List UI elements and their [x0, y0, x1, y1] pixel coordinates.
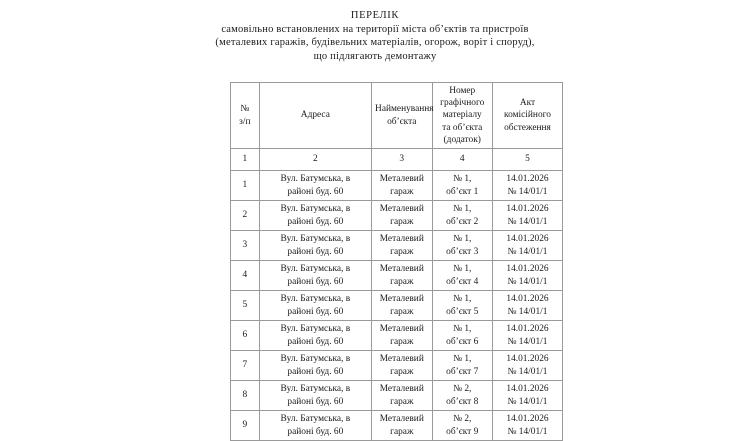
cell-inspection-act-line-2: № 14/01/1	[507, 366, 548, 377]
cell-inspection-act-line-2: № 14/01/1	[507, 276, 548, 287]
column-header-object-name-line-1: Найменування	[375, 104, 434, 115]
cell-object-name-line-1: Металевий	[379, 354, 424, 365]
cell-graphic-number	[432, 381, 492, 411]
cell-object-name	[372, 321, 432, 351]
table-header	[231, 83, 563, 171]
column-header-graphic-number-line-5: (додаток)	[443, 134, 481, 145]
cell-index	[231, 231, 260, 261]
column-header-object-name-line-2: об’єкта	[387, 116, 417, 127]
cell-inspection-act-line-2: № 14/01/1	[507, 336, 548, 347]
column-number-2: 2	[259, 149, 371, 171]
cell-inspection-act-line-2: № 14/01/1	[507, 186, 548, 197]
cell-address	[259, 321, 371, 351]
cell-graphic-number	[432, 351, 492, 381]
cell-graphic-number	[432, 201, 492, 231]
cell-index-line-1: 2	[242, 210, 248, 221]
cell-address-line-2: районі буд. 60	[287, 186, 344, 197]
cell-inspection-act-line-1: 14.01.2026	[506, 384, 549, 395]
cell-graphic-number-line-2: об’єкт 8	[446, 396, 479, 407]
column-header-index	[231, 83, 260, 149]
cell-graphic-number	[432, 411, 492, 441]
document-subtitle-line-2: (металевих гаражів, будівельних матеріалів, огорож, воріт і споруд),	[215, 37, 535, 49]
cell-inspection-act	[492, 321, 562, 351]
cell-graphic-number-line-1: № 1,	[453, 174, 472, 185]
cell-address-line-1: Вул. Батумська, в	[280, 354, 351, 365]
column-header-inspection-act	[492, 83, 562, 149]
table-body	[231, 171, 563, 441]
cell-object-name-line-1: Металевий	[379, 414, 424, 425]
cell-graphic-number-line-1: № 1,	[453, 264, 472, 275]
cell-object-name-line-2: гараж	[390, 426, 414, 437]
table-row	[231, 411, 563, 441]
column-header-object-name	[372, 83, 432, 149]
column-header-index-line-1: №	[240, 104, 250, 115]
cell-address	[259, 171, 371, 201]
column-header-graphic-number-line-3: матеріалу	[442, 110, 482, 121]
cell-graphic-number-line-2: об’єкт 6	[446, 336, 479, 347]
cell-graphic-number-line-2: об’єкт 9	[446, 426, 479, 437]
cell-object-name-line-1: Металевий	[379, 294, 424, 305]
cell-inspection-act-line-1: 14.01.2026	[506, 414, 549, 425]
cell-inspection-act-line-1: 14.01.2026	[506, 294, 549, 305]
cell-object-name	[372, 411, 432, 441]
cell-graphic-number-line-1: № 1,	[453, 294, 472, 305]
cell-address	[259, 411, 371, 441]
listing-table-container	[230, 82, 563, 441]
cell-object-name-line-2: гараж	[390, 306, 414, 317]
cell-inspection-act-line-1: 14.01.2026	[506, 324, 549, 335]
cell-graphic-number-line-2: об’єкт 4	[446, 276, 479, 287]
cell-address	[259, 261, 371, 291]
table-row	[231, 261, 563, 291]
cell-graphic-number	[432, 291, 492, 321]
cell-address-line-1: Вул. Батумська, в	[280, 294, 351, 305]
cell-inspection-act	[492, 381, 562, 411]
cell-address-line-2: районі буд. 60	[287, 246, 344, 257]
cell-address	[259, 351, 371, 381]
cell-object-name-line-1: Металевий	[379, 324, 424, 335]
cell-graphic-number-line-2: об’єкт 2	[446, 216, 479, 227]
cell-index-line-1: 4	[242, 270, 248, 281]
column-header-address-line-1: Адреса	[300, 110, 330, 121]
cell-inspection-act-line-1: 14.01.2026	[506, 174, 549, 185]
cell-address-line-2: районі буд. 60	[287, 336, 344, 347]
column-number-4: 4	[432, 149, 492, 171]
cell-object-name-line-1: Металевий	[379, 264, 424, 275]
cell-inspection-act-line-1: 14.01.2026	[506, 354, 549, 365]
cell-inspection-act-line-1: 14.01.2026	[506, 204, 549, 215]
cell-object-name-line-2: гараж	[390, 216, 414, 227]
cell-graphic-number-line-2: об’єкт 3	[446, 246, 479, 257]
cell-index-line-1: 9	[242, 420, 248, 431]
cell-address-line-2: районі буд. 60	[287, 306, 344, 317]
table-row	[231, 381, 563, 411]
cell-index-line-1: 5	[242, 300, 248, 311]
table-row	[231, 291, 563, 321]
cell-inspection-act-line-1: 14.01.2026	[506, 264, 549, 275]
cell-graphic-number-line-1: № 1,	[453, 204, 472, 215]
cell-address-line-1: Вул. Батумська, в	[280, 384, 351, 395]
cell-graphic-number-line-1: № 1,	[453, 324, 472, 335]
cell-index-line-1: 3	[242, 240, 248, 251]
cell-address	[259, 201, 371, 231]
cell-object-name-line-1: Металевий	[379, 204, 424, 215]
cell-index	[231, 351, 260, 381]
cell-address-line-1: Вул. Батумська, в	[280, 174, 351, 185]
cell-inspection-act-line-2: № 14/01/1	[507, 426, 548, 437]
cell-object-name-line-2: гараж	[390, 366, 414, 377]
cell-inspection-act	[492, 171, 562, 201]
cell-graphic-number	[432, 321, 492, 351]
cell-object-name-line-2: гараж	[390, 276, 414, 287]
cell-address-line-2: районі буд. 60	[287, 366, 344, 377]
cell-inspection-act-line-2: № 14/01/1	[507, 216, 548, 227]
cell-graphic-number	[432, 231, 492, 261]
document-subtitle-line-1: самовільно встановлених на території міста об’єктів та пристроїв	[221, 23, 529, 35]
cell-object-name	[372, 171, 432, 201]
cell-object-name	[372, 381, 432, 411]
cell-address-line-1: Вул. Батумська, в	[280, 264, 351, 275]
cell-address-line-1: Вул. Батумська, в	[280, 234, 351, 245]
cell-object-name-line-2: гараж	[390, 336, 414, 347]
cell-inspection-act	[492, 231, 562, 261]
document-heading	[0, 9, 750, 63]
cell-address	[259, 381, 371, 411]
cell-index	[231, 171, 260, 201]
column-header-graphic-number-line-1: Номер	[449, 86, 476, 96]
cell-object-name	[372, 231, 432, 261]
cell-object-name-line-1: Металевий	[379, 174, 424, 185]
table-header-row	[231, 83, 563, 149]
cell-graphic-number-line-1: № 2,	[453, 414, 472, 425]
cell-address-line-1: Вул. Батумська, в	[280, 414, 351, 425]
cell-index	[231, 291, 260, 321]
column-header-graphic-number	[432, 83, 492, 149]
document-subtitle-line-3: що підлягають демонтажу	[313, 50, 437, 62]
cell-index-line-1: 8	[242, 390, 248, 401]
cell-inspection-act	[492, 411, 562, 441]
column-number-3: 3	[372, 149, 432, 171]
column-number-5: 5	[492, 149, 562, 171]
cell-object-name-line-2: гараж	[390, 396, 414, 407]
cell-inspection-act	[492, 201, 562, 231]
cell-index-line-1: 1	[242, 180, 248, 191]
column-header-index-line-2: з/п	[239, 116, 251, 127]
cell-address-line-2: районі буд. 60	[287, 396, 344, 407]
cell-index	[231, 201, 260, 231]
cell-inspection-act-line-1: 14.01.2026	[506, 234, 549, 245]
cell-object-name	[372, 351, 432, 381]
cell-index	[231, 411, 260, 441]
cell-address-line-1: Вул. Батумська, в	[280, 204, 351, 215]
column-header-inspection-act-line-2: комісійного	[504, 110, 551, 121]
cell-address-line-2: районі буд. 60	[287, 426, 344, 437]
cell-object-name-line-2: гараж	[390, 246, 414, 257]
cell-graphic-number-line-2: об’єкт 7	[446, 366, 479, 377]
cell-address	[259, 231, 371, 261]
demolition-listing-table	[230, 82, 563, 441]
cell-graphic-number-line-1: № 2,	[453, 384, 472, 395]
cell-index	[231, 381, 260, 411]
cell-index	[231, 321, 260, 351]
column-number-1: 1	[231, 149, 260, 171]
table-row	[231, 231, 563, 261]
column-number-row	[231, 149, 563, 171]
cell-address-line-1: Вул. Батумська, в	[280, 324, 351, 335]
cell-graphic-number-line-1: № 1,	[453, 234, 472, 245]
table-row	[231, 171, 563, 201]
cell-address-line-2: районі буд. 60	[287, 216, 344, 227]
cell-object-name	[372, 201, 432, 231]
cell-inspection-act-line-2: № 14/01/1	[507, 396, 548, 407]
cell-graphic-number	[432, 261, 492, 291]
cell-graphic-number-line-2: об’єкт 5	[446, 306, 479, 317]
cell-object-name-line-2: гараж	[390, 186, 414, 197]
cell-inspection-act	[492, 351, 562, 381]
cell-graphic-number-line-2: об’єкт 1	[446, 186, 479, 197]
cell-inspection-act-line-2: № 14/01/1	[507, 246, 548, 257]
column-header-inspection-act-line-3: обстеження	[504, 122, 551, 133]
cell-index	[231, 261, 260, 291]
cell-graphic-number-line-1: № 1,	[453, 354, 472, 365]
document-title: ПЕРЕЛІК	[350, 10, 400, 21]
cell-address	[259, 291, 371, 321]
column-header-inspection-act-line-1: Акт	[519, 98, 536, 109]
cell-index-line-1: 6	[242, 330, 248, 341]
column-header-graphic-number-line-2: графічного	[440, 98, 485, 109]
table-row	[231, 351, 563, 381]
column-header-address	[259, 83, 371, 149]
cell-graphic-number	[432, 171, 492, 201]
cell-object-name	[372, 261, 432, 291]
table-row	[231, 201, 563, 231]
cell-object-name-line-1: Металевий	[379, 384, 424, 395]
column-header-graphic-number-line-4: та об’єкта	[442, 122, 483, 133]
cell-inspection-act	[492, 291, 562, 321]
cell-index-line-1: 7	[242, 360, 248, 371]
table-row	[231, 321, 563, 351]
cell-inspection-act-line-2: № 14/01/1	[507, 306, 548, 317]
cell-object-name-line-1: Металевий	[379, 234, 424, 245]
cell-address-line-2: районі буд. 60	[287, 276, 344, 287]
cell-object-name	[372, 291, 432, 321]
cell-inspection-act	[492, 261, 562, 291]
